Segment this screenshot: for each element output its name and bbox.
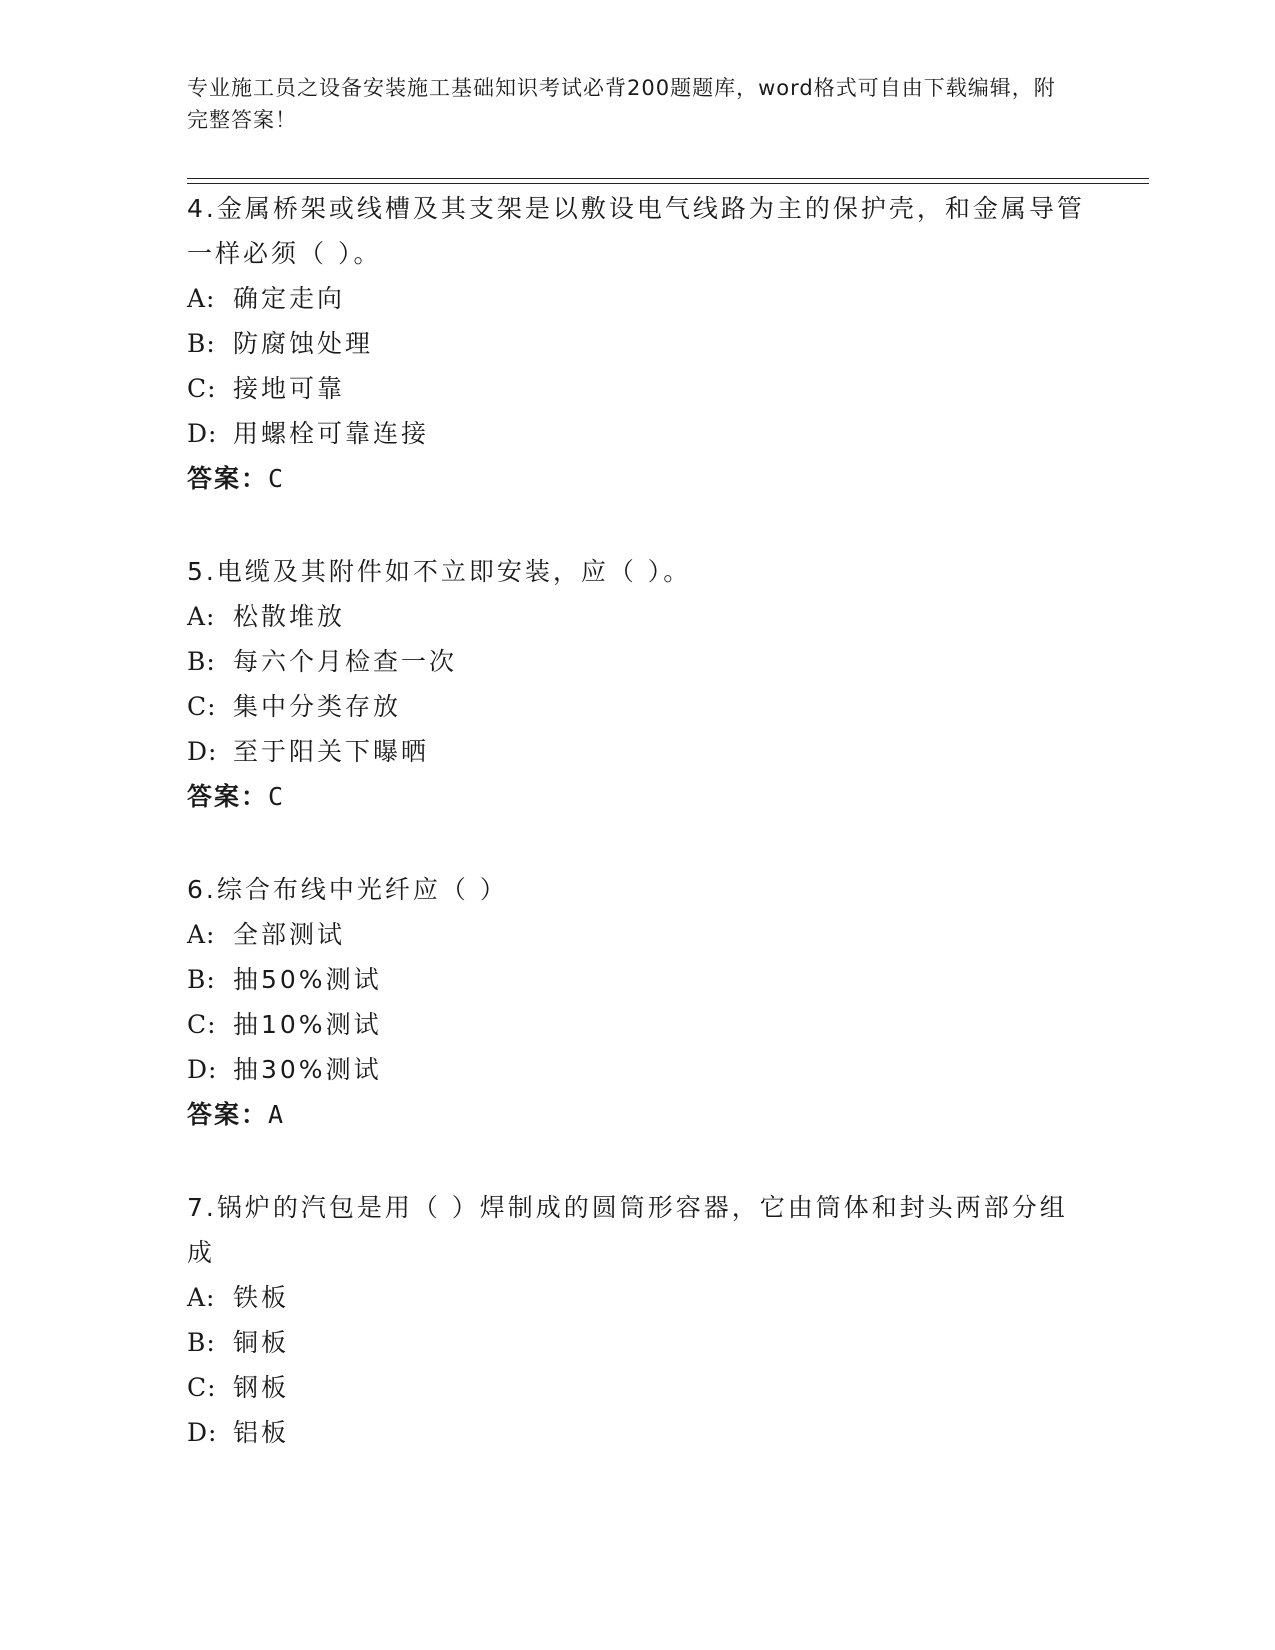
option-letter: B:	[187, 329, 216, 358]
question-7	[187, 1185, 1087, 1455]
question-6	[187, 867, 1087, 1137]
option-d	[187, 729, 1087, 774]
option-letter: A:	[187, 920, 216, 949]
question-stem: 4.金属桥架或线槽及其支架是以敷设电气线路为主的保护壳，和金属导管一样必须（ ）。	[187, 194, 1085, 268]
option-letter: B:	[187, 1328, 216, 1357]
option-b	[187, 321, 1087, 366]
option-letter: A:	[187, 284, 216, 313]
document-header: 专业施工员之设备安装施工基础知识考试必背200题题库，word格式可自由下载编辑，附完整答案！	[187, 76, 1056, 132]
option-letter: C:	[187, 692, 217, 721]
answer-label: 答案：	[187, 1100, 269, 1129]
answer-value: C	[268, 464, 286, 493]
option-text: 接地可靠	[233, 374, 346, 403]
option-text: 每六个月检查一次	[233, 647, 458, 676]
option-text: 铜板	[233, 1328, 290, 1357]
option-letter: B:	[187, 965, 216, 994]
option-a	[187, 276, 1087, 321]
option-text: 抽50%测试	[233, 965, 382, 994]
option-text: 用螺栓可靠连接	[233, 419, 430, 448]
option-text: 防腐蚀处理	[233, 329, 374, 358]
option-letter: D:	[187, 1055, 218, 1084]
option-letter: D:	[187, 1418, 218, 1447]
option-b	[187, 957, 1087, 1002]
option-b	[187, 639, 1087, 684]
option-a	[187, 1275, 1087, 1320]
option-letter: A:	[187, 1283, 216, 1312]
option-b	[187, 1320, 1087, 1365]
question-stem: 5.电缆及其附件如不立即安装，应（ ）。	[187, 557, 692, 586]
option-letter: C:	[187, 374, 217, 403]
option-text: 抽30%测试	[233, 1055, 382, 1084]
option-c	[187, 684, 1087, 729]
answer-value: A	[268, 1100, 286, 1129]
answer-line	[187, 1092, 1087, 1137]
answer-label: 答案：	[187, 464, 269, 493]
option-letter: C:	[187, 1010, 217, 1039]
option-letter: A:	[187, 602, 216, 631]
option-letter: C:	[187, 1373, 217, 1402]
question-stem: 6.综合布线中光纤应（ ）	[187, 875, 508, 904]
question-stem: 7.锅炉的汽包是用（ ）焊制成的圆筒形容器，它由筒体和封头两部分组成	[187, 1193, 1068, 1267]
option-c	[187, 366, 1087, 411]
answer-line	[187, 774, 1087, 819]
header-divider-bottom	[187, 183, 1149, 184]
option-text: 松散堆放	[233, 602, 346, 631]
option-text: 抽10%测试	[233, 1010, 382, 1039]
option-d	[187, 1047, 1087, 1092]
header-divider-top	[187, 178, 1149, 179]
option-letter: B:	[187, 647, 216, 676]
option-a	[187, 912, 1087, 957]
question-5	[187, 549, 1087, 819]
option-d	[187, 1410, 1087, 1455]
answer-value: C	[268, 782, 286, 811]
answer-line	[187, 456, 1087, 501]
option-letter: D:	[187, 419, 218, 448]
option-text: 至于阳关下曝晒	[233, 737, 430, 766]
option-c	[187, 1002, 1087, 1047]
option-text: 钢板	[233, 1373, 290, 1402]
option-text: 铝板	[233, 1418, 290, 1447]
option-text: 集中分类存放	[233, 692, 402, 721]
question-4	[187, 186, 1087, 501]
option-c	[187, 1365, 1087, 1410]
answer-label: 答案：	[187, 782, 269, 811]
option-d	[187, 411, 1087, 456]
option-text: 铁板	[233, 1283, 290, 1312]
option-letter: D:	[187, 737, 218, 766]
option-a	[187, 594, 1087, 639]
option-text: 全部测试	[233, 920, 346, 949]
option-text: 确定走向	[233, 284, 346, 313]
